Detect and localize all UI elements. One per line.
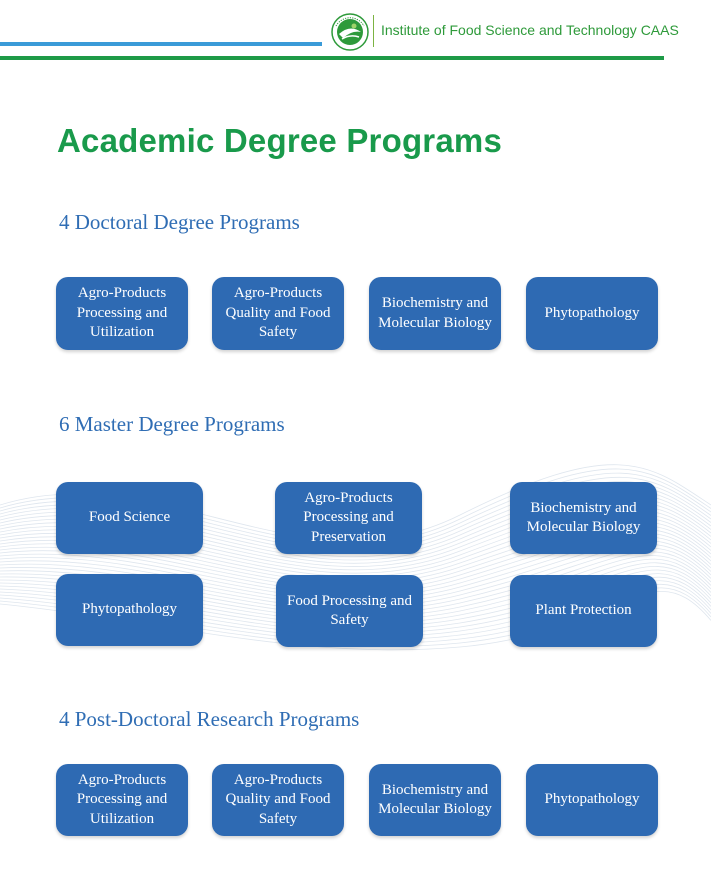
doctoral-program-4: Phytopathology <box>526 277 658 350</box>
doctoral-program-2: Agro-Products Quality and Food Safety <box>212 277 344 350</box>
master-heading: 6 Master Degree Programs <box>59 412 285 436</box>
caas-logo-icon <box>330 12 370 52</box>
postdoc-heading: 4 Post-Doctoral Research Programs <box>59 707 360 731</box>
master-program-3: Biochemistry and Molecular Biology <box>510 482 657 554</box>
header-divider <box>373 15 374 47</box>
master-program-1: Food Science <box>56 482 203 554</box>
postdoc-program-4: Phytopathology <box>526 764 658 836</box>
header-rule-blue <box>0 42 322 46</box>
master-program-4: Phytopathology <box>56 574 203 646</box>
postdoc-program-1: Agro-Products Processing and Utilization <box>56 764 188 836</box>
doctoral-program-1: Agro-Products Processing and Utilization <box>56 277 188 350</box>
postdoc-program-2: Agro-Products Quality and Food Safety <box>212 764 344 836</box>
doctoral-program-3: Biochemistry and Molecular Biology <box>369 277 501 350</box>
master-program-5: Food Processing and Safety <box>276 575 423 647</box>
institute-name: Institute of Food Science and Technology CAAS <box>381 22 679 38</box>
postdoc-program-3: Biochemistry and Molecular Biology <box>369 764 501 836</box>
master-program-2: Agro-Products Processing and Preservation <box>275 482 422 554</box>
master-program-6: Plant Protection <box>510 575 657 647</box>
doctoral-heading: 4 Doctoral Degree Programs <box>59 210 300 234</box>
header-rule-green <box>0 56 664 60</box>
page-title: Academic Degree Programs <box>57 122 502 159</box>
